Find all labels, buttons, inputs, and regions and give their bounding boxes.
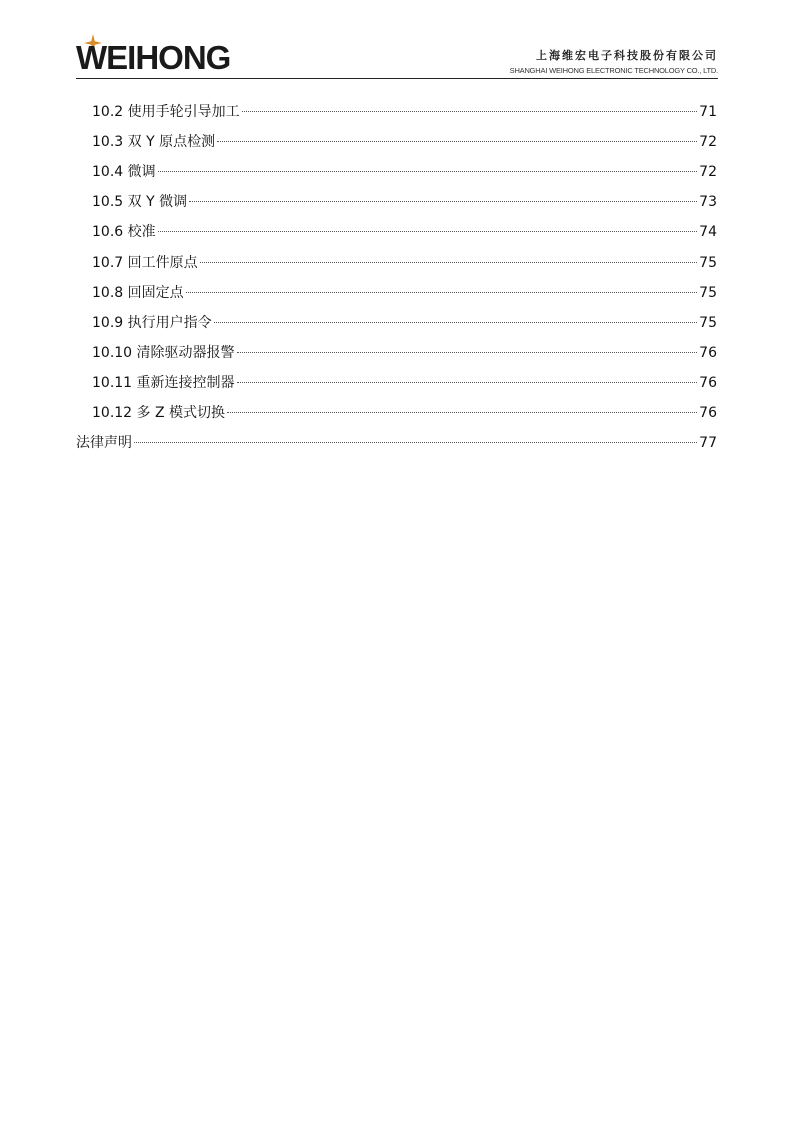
toc-entry[interactable] — [92, 161, 717, 183]
company-name-english: SHANGHAI WEIHONG ELECTRONIC TECHNOLOGY CO., LTD. — [509, 66, 718, 75]
toc-entry[interactable] — [92, 101, 717, 123]
toc-dot-leader — [186, 292, 698, 293]
toc-dot-leader — [227, 412, 697, 413]
toc-entry-page-number: 76 — [699, 405, 717, 421]
toc-entry-page-number: 75 — [699, 284, 717, 301]
toc-entry-page-number: 72 — [699, 164, 717, 181]
toc-entry-page-number: 76 — [699, 374, 717, 391]
toc-entry[interactable] — [92, 342, 717, 364]
toc-entry-title: 10.6 校准 — [92, 224, 156, 241]
toc-dot-leader — [242, 111, 698, 112]
toc-entry-title: 10.11 重新连接控制器 — [92, 374, 235, 391]
toc-entry-title: 10.5 双 Y 微调 — [92, 194, 188, 211]
toc-entry-page-number: 76 — [699, 344, 717, 361]
toc-entry-title: 10.2 使用手轮引导加工 — [92, 104, 240, 120]
toc-entry[interactable] — [76, 432, 717, 454]
toc-entry-page-number: 75 — [699, 314, 717, 331]
toc-dot-leader — [158, 171, 698, 172]
toc-dot-leader — [158, 231, 698, 232]
toc-entry[interactable] — [92, 312, 717, 334]
toc-entry[interactable] — [92, 402, 717, 424]
toc-entry-page-number: 73 — [699, 194, 717, 211]
toc-dot-leader — [217, 141, 697, 142]
toc-entry-title: 10.10 清除驱动器报警 — [92, 344, 235, 361]
toc-entry[interactable] — [92, 191, 717, 213]
toc-entry[interactable] — [92, 131, 717, 153]
toc-dot-leader — [200, 262, 698, 263]
toc-entry-title: 10.9 执行用户指令 — [92, 314, 212, 331]
toc-entry[interactable] — [92, 252, 717, 274]
toc-dot-leader — [237, 382, 698, 383]
toc-entry-page-number: 75 — [699, 254, 717, 271]
toc-entry-title: 10.7 回工件原点 — [92, 254, 198, 271]
toc-entry-page-number: 71 — [699, 104, 717, 120]
toc-entry[interactable] — [92, 372, 717, 394]
toc-dot-leader — [237, 352, 698, 353]
toc-dot-leader — [214, 322, 698, 323]
toc-entry-title: 10.4 微调 — [92, 164, 156, 181]
toc-entry[interactable] — [92, 221, 717, 243]
company-logo: WEIHONG — [76, 39, 231, 76]
toc-entry-page-number: 72 — [699, 134, 717, 151]
toc-entry-title: 10.8 回固定点 — [92, 284, 184, 301]
toc-entry-title: 10.12 多 Z 模式切换 — [92, 405, 226, 421]
toc-dot-leader — [134, 442, 697, 443]
toc-entry-title: 10.3 双 Y 原点检测 — [92, 134, 216, 151]
toc-entry[interactable] — [92, 282, 717, 304]
header-divider — [76, 78, 718, 79]
page-header — [0, 0, 793, 82]
toc-dot-leader — [189, 201, 697, 202]
toc-entry-title: 法律声明 — [76, 435, 132, 452]
company-name-chinese: 上海维宏电子科技股份有限公司 — [536, 49, 718, 62]
toc-entry-page-number: 74 — [699, 224, 717, 241]
toc-entry-page-number: 77 — [699, 435, 717, 452]
